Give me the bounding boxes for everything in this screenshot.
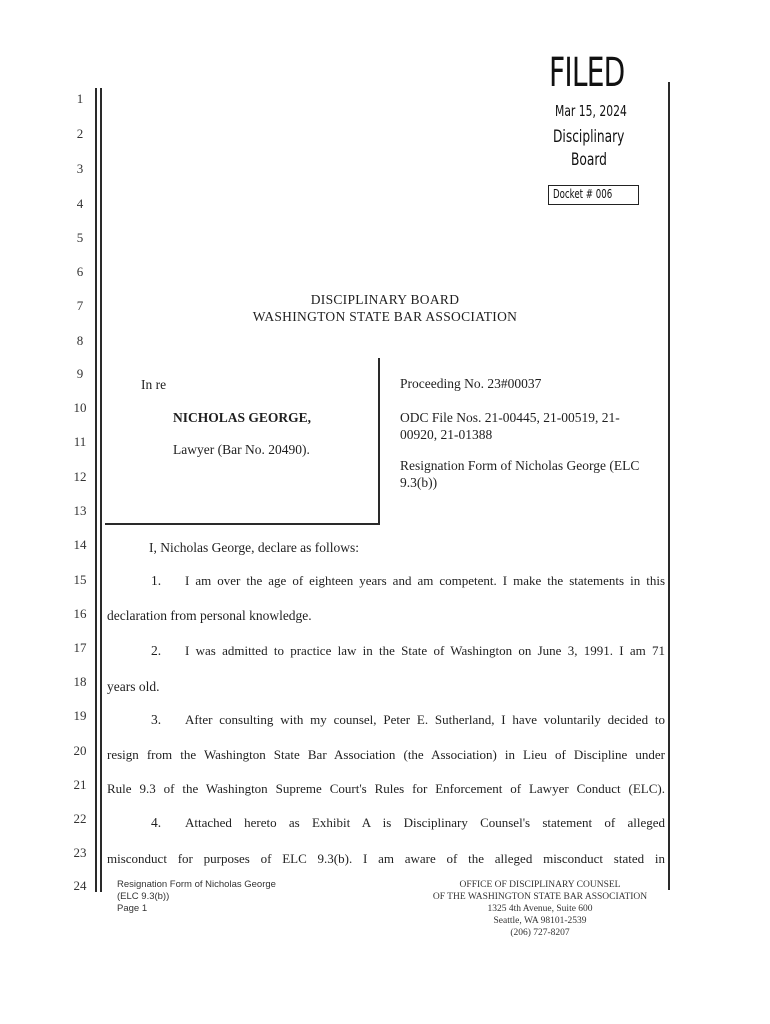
line-number: 17 bbox=[73, 640, 87, 655]
line-number: 8 bbox=[76, 333, 84, 348]
footer-right bbox=[400, 879, 680, 939]
proceeding-number: Proceeding No. 23#00037 bbox=[400, 376, 542, 391]
intro-line: I, Nicholas George, declare as follows: bbox=[149, 540, 360, 555]
paragraph-4-line1: Attached hereto as Exhibit A is Disciplinary Counsel's statement of alleged bbox=[185, 815, 665, 830]
footer-address-street: 1325 4th Avenue, Suite 600 bbox=[487, 904, 593, 914]
line-number: 3 bbox=[76, 161, 84, 176]
footer-phone: (206) 727-8207 bbox=[510, 928, 570, 938]
paragraph-2-line1: I was admitted to practice law in the State of Washington on June 3, 1991. I am 71 bbox=[185, 643, 665, 658]
paragraph-3-line1: After consulting with my counsel, Peter E. Sutherland, I have voluntarily decided to bbox=[185, 712, 665, 727]
heading-line2: WASHINGTON STATE BAR ASSOCIATION bbox=[252, 309, 518, 324]
line-number: 14 bbox=[73, 537, 87, 552]
odc-file-line1: ODC File Nos. 21-00445, 21-00519, 21- bbox=[400, 410, 620, 425]
line-number: 5 bbox=[76, 230, 84, 245]
footer-doc-rule: (ELC 9.3(b)) bbox=[117, 891, 170, 902]
footer-address-city: Seattle, WA 98101-2539 bbox=[493, 916, 587, 926]
line-number: 16 bbox=[73, 606, 87, 621]
line-number: 18 bbox=[73, 674, 87, 689]
paragraph-1-line2: declaration from personal knowledge. bbox=[107, 608, 312, 623]
line-number: 7 bbox=[76, 298, 84, 313]
line-number: 4 bbox=[76, 196, 84, 211]
footer-doc-title: Resignation Form of Nicholas George bbox=[117, 879, 276, 890]
line-number: 22 bbox=[73, 811, 87, 826]
paragraph-3-line3: Rule 9.3 of the Washington Supreme Court's Rules for Enforcement of Lawyer Conduct (ELC). bbox=[107, 781, 665, 796]
footer-left bbox=[117, 879, 276, 915]
docket-number: Docket # 006 bbox=[553, 187, 613, 201]
paragraph-number: 3. bbox=[151, 712, 162, 727]
paragraph-number: 2. bbox=[151, 643, 162, 658]
line-number: 2 bbox=[76, 126, 84, 141]
line-number: 9 bbox=[76, 366, 84, 381]
filed-date: Mar 15, 2024 bbox=[555, 102, 627, 120]
line-number: 21 bbox=[73, 777, 87, 792]
line-number: 24 bbox=[73, 878, 87, 893]
caption-divider-vertical bbox=[378, 358, 380, 524]
line-number: 1 bbox=[76, 91, 84, 106]
paragraph-number: 4. bbox=[151, 815, 162, 830]
respondent-bar-number: Lawyer (Bar No. 20490). bbox=[173, 442, 310, 457]
heading-line1: DISCIPLINARY BOARD bbox=[310, 292, 460, 307]
line-number: 12 bbox=[73, 469, 87, 484]
footer-page-number: Page 1 bbox=[117, 903, 148, 914]
line-number: 19 bbox=[73, 708, 87, 723]
paragraph-4-line2: misconduct for purposes of ELC 9.3(b). I am aware of the alleged misconduct stated in bbox=[107, 851, 665, 866]
footer-office-line2: OF THE WASHINGTON STATE BAR ASSOCIATION bbox=[432, 892, 648, 902]
stamp-board-line1: Disciplinary bbox=[553, 127, 625, 147]
margin-rule-inner bbox=[100, 88, 102, 892]
paragraph-3-line2: resign from the Washington State Bar Association (the Association) in Lieu of Discipline under bbox=[107, 747, 665, 762]
stamp-board-line2: Board bbox=[571, 150, 607, 170]
odc-file-line2: 00920, 21-01388 bbox=[400, 427, 493, 442]
line-number: 20 bbox=[73, 743, 87, 758]
docket-box bbox=[548, 185, 639, 205]
paragraph-number: 1. bbox=[151, 573, 162, 588]
line-number: 11 bbox=[73, 434, 87, 449]
line-number: 15 bbox=[73, 572, 87, 587]
filed-label: FILED bbox=[549, 50, 625, 96]
footer-office-line1: OFFICE OF DISCIPLINARY COUNSEL bbox=[459, 880, 621, 890]
paragraph-2-line2: years old. bbox=[107, 679, 160, 694]
line-number: 13 bbox=[73, 503, 87, 518]
form-title-line2: 9.3(b)) bbox=[400, 475, 438, 490]
paragraph-1-line1: I am over the age of eighteen years and am competent. I make the statements in this bbox=[185, 573, 665, 588]
form-title-line1: Resignation Form of Nicholas George (ELC bbox=[400, 458, 640, 473]
caption-in-re: In re bbox=[141, 377, 167, 392]
margin-rule-right bbox=[668, 82, 670, 890]
line-number: 23 bbox=[73, 845, 87, 860]
respondent-name: NICHOLAS GEORGE, bbox=[173, 410, 312, 425]
line-number: 6 bbox=[76, 264, 84, 279]
caption-divider-horizontal bbox=[105, 523, 380, 525]
line-number: 10 bbox=[73, 400, 87, 415]
